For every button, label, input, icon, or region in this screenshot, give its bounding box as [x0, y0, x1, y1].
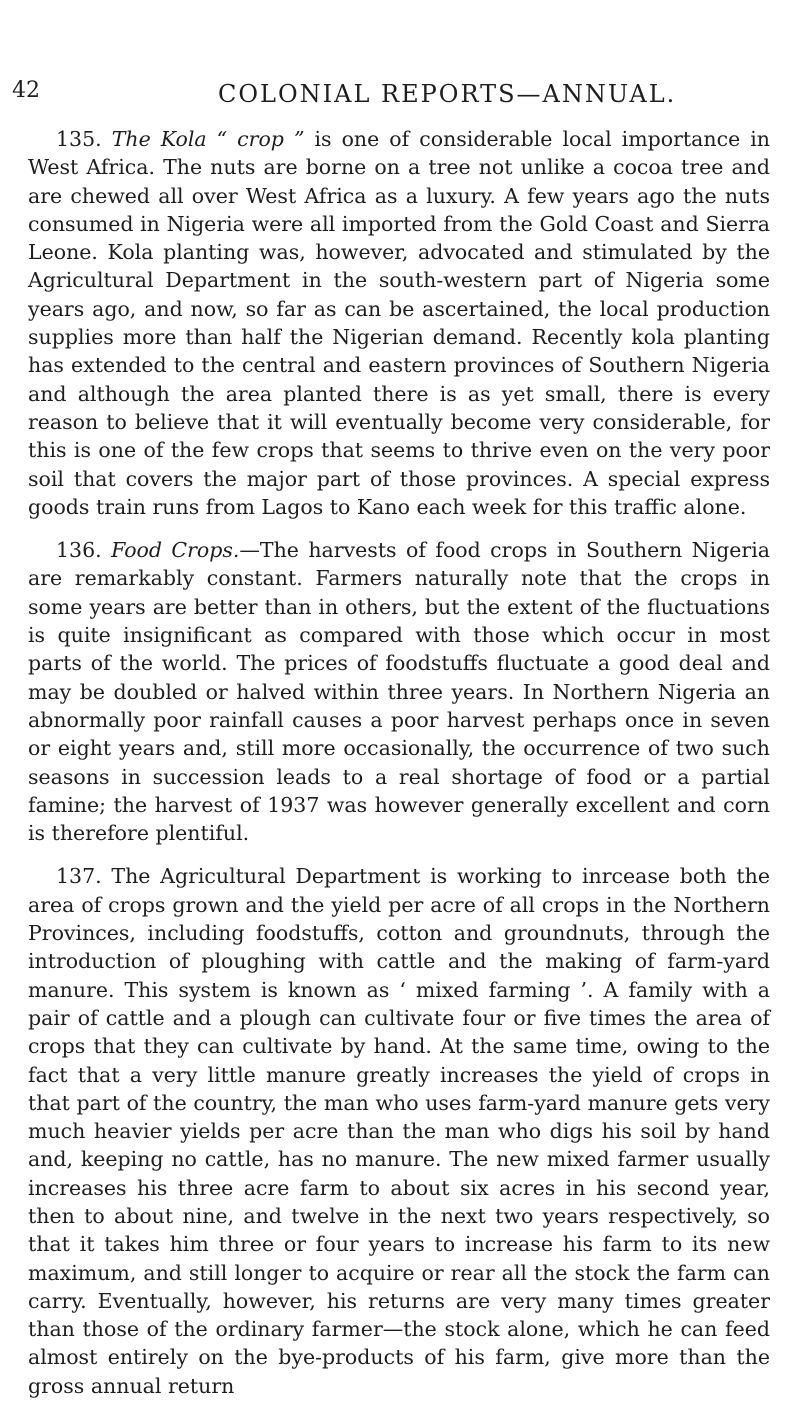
paragraph-number: 135. [56, 127, 102, 151]
paragraph-136 [28, 536, 770, 847]
paragraph-137 [28, 862, 770, 1400]
paragraph-number: 136. [56, 538, 102, 563]
running-head: COLONIAL REPORTS—ANNUAL. [218, 80, 677, 108]
paragraph-135 [28, 125, 770, 521]
paragraph-text: is one of considerable local importance in West Africa. The nuts are borne on a tree not unlike a cocoa tree and are chewed all over West Africa as a luxury. A few years ago the nuts consumed in Nigeria were all imported from the Gold Coast and Sierra Leone. Kola planting was, however, advocated and stimulated by the Agricultural Department in the south-western part of Nigeria some years ago, and now, so far as can be ascertained, the local production supplies more than half the Nigerian demand. Recently kola planting has extended to the central and eastern provinces of Southern Nigeria and although the area planted there is as yet small, there is every reason to believe that it will eventually become very considerable, for this is one of the few crops that seems to thrive even on the very poor soil that covers the major part of those provinces. A special express goods train runs from Lagos to Kano each week for this traffic alone. [28, 127, 770, 519]
body-text [28, 125, 770, 1415]
paragraph-text: —The harvests of food crops in Southern Nigeria are remarkably constant. Farmers naturally note that the crops in some years are better than in others, but the extent of the fluctuations is quite insignificant as compared with those which occur in most parts of the world. The prices of foodstuffs fluctuate a good deal and may be doubled or halved within three years. In Northern Nigeria an abnormally poor rainfall causes a poor harvest perhaps once in seven or eight years and, still more occasionally, the occurrence of two such seasons in succession leads to a real shortage of food or a partial famine; the harvest of 1937 was however generally excellent and corn is therefore plentiful. [28, 538, 770, 846]
paragraph-heading: Food Crops. [111, 538, 240, 563]
paragraph-heading: The Kola “ crop ” [111, 127, 305, 151]
page-number: 42 [12, 78, 40, 103]
paragraph-text: The Agricultural Department is working to inrcease both the area of crops grown and the yield per acre of all crops in the Northern Provinces, including foodstuffs, cotton and groundnuts, through the introduction of ploughing with cattle and the making of farm-yard manure. This system is known as ‘ mixed farming ’. A family with a pair of cattle and a plough can cultivate four or five times the area of crops that they can cultivate by hand. At the same time, owing to the fact that a very little manure greatly increases the yield of crops in that part of the country, the man who uses farm-yard manure gets very much heavier yields per acre than the man who digs his soil by hand and, keeping no cattle, has no manure. The new mixed farmer usually increases his three acre farm to about six acres in his second year, then to about nine, and twelve in the next two years respectively, so that it takes him three or four years to increase his farm to its new maximum, and still longer to acquire or rear all the stock the farm can carry. Eventually, however, his returns are very many times greater than those of the ordinary farmer—the stock alone, which he can feed almost entirely on the bye-products of his farm, give more than the gross annual return [28, 864, 770, 1398]
paragraph-number: 137. [56, 864, 102, 889]
